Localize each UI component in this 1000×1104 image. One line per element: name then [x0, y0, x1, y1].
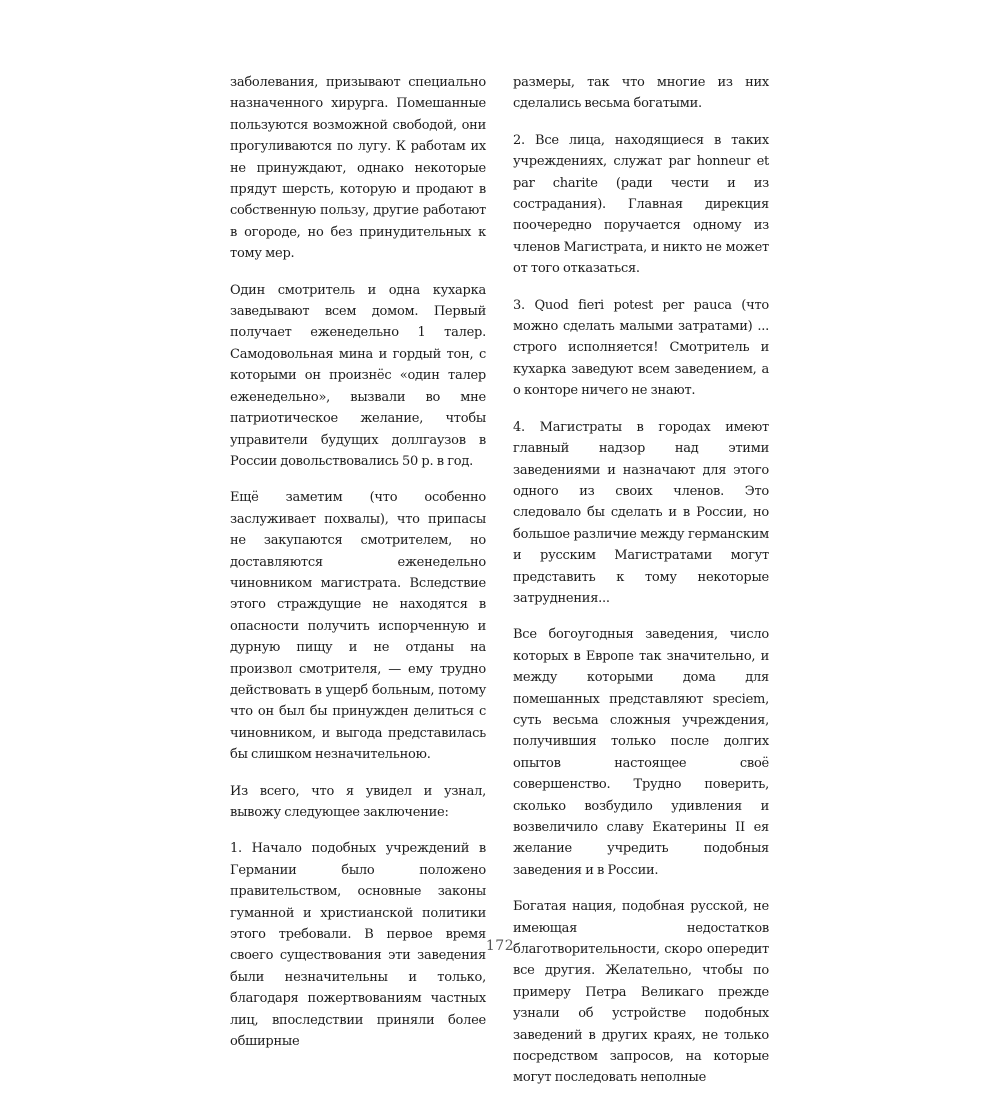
paragraph: Из всего, что я увидел и узнал, вывожу следующее заключение: — [230, 783, 486, 820]
paragraph: размеры, так что многие из них сделались весьма богатыми. — [513, 75, 769, 112]
paragraph: Ещё заметим (что особенно заслуживает похвалы), что припасы не закупаются смотрителем, но доставляются еженедельно чиновником магистрата. Вследствие этого страждущие не находятся в опасности получить испорченную и дурную пищу и не отданы на произвол смотрителя, — ему трудно действовать в ущерб больным, потому что он был бы принужден делиться с чиновником, и выгода представилась бы слишком незначительною. — [230, 490, 486, 763]
paragraph: заболевания, призывают специально назначенного хирурга. Помешанные пользуются возможной свободой, они прогуливаются по лугу. К работам их не принуждают, однако некоторые прядут шерсть, которую и продают в собственную пользу, другие работают в огороде, но без принудительных к тому мер. — [230, 75, 486, 262]
paragraph: 4. Магистраты в городах имеют главный надзор над этими заведениями и назначают для этого одного из своих членов. Это следовало бы сделать и в России, но большое различие между германским и русским Магистратами могут представить к тому некоторые затруднения... — [513, 419, 769, 606]
paragraph: Все богоугодныя заведения, число которых в Европе так значительно, и между которыми дома для помешанных представляют speciem, суть весьма сложныя учреждения, получившия только после долгих опытов настоящее своё совершенство. Трудно поверить, сколько возбудило удивления и возвеличило славу Екатерины II ея желание учредить подобныя заведения и в России. — [513, 627, 769, 878]
paragraph: 1. Начало подобных учреждений в Германии было положено правительством, основные законы гуманной и христианской политики этого требовали. В первое время своего существования эти заведения были незначительны и только, благодаря пожертвованиям частных лиц, впоследствии приняли более обширные — [230, 841, 486, 1050]
left-column — [230, 72, 486, 1067]
paragraph: 3. Quod fieri potest per pauca (что можно сделать малыми затратами) ... строго исполняется! Смотритель и кухарка заведуют всем заведением, а о конторе ничего не знают. — [513, 297, 769, 399]
paragraph: Богатая нация, подобная русской, не имеющая недостатков благотворительности, скоро опередит все другия. Желательно, чтобы по примеру Петра Великаго прежде узнали об устройстве подобных заведений в других краях, не только посредством запросов, на которые могут последовать неполные — [513, 899, 769, 1086]
paragraph: Один смотритель и одна кухарка заведывают всем домом. Первый получает еженедельно 1 талер. Самодовольная мина и гордый тон, с которыми он произнёс «один талер еженедельно», вызвали во мне патриотическое желание, чтобы управители будущих доллгаузов в России довольствовались 50 р. в год. — [230, 282, 486, 469]
paragraph: 2. Все лица, находящиеся в таких учреждениях, служат par honneur et par charite (ради чести и из сострадания). Главная дирекция поочередно поручается одному из членов Магистрата, и никто не может от того отказаться. — [513, 132, 769, 277]
page-number: 172 — [485, 938, 515, 954]
